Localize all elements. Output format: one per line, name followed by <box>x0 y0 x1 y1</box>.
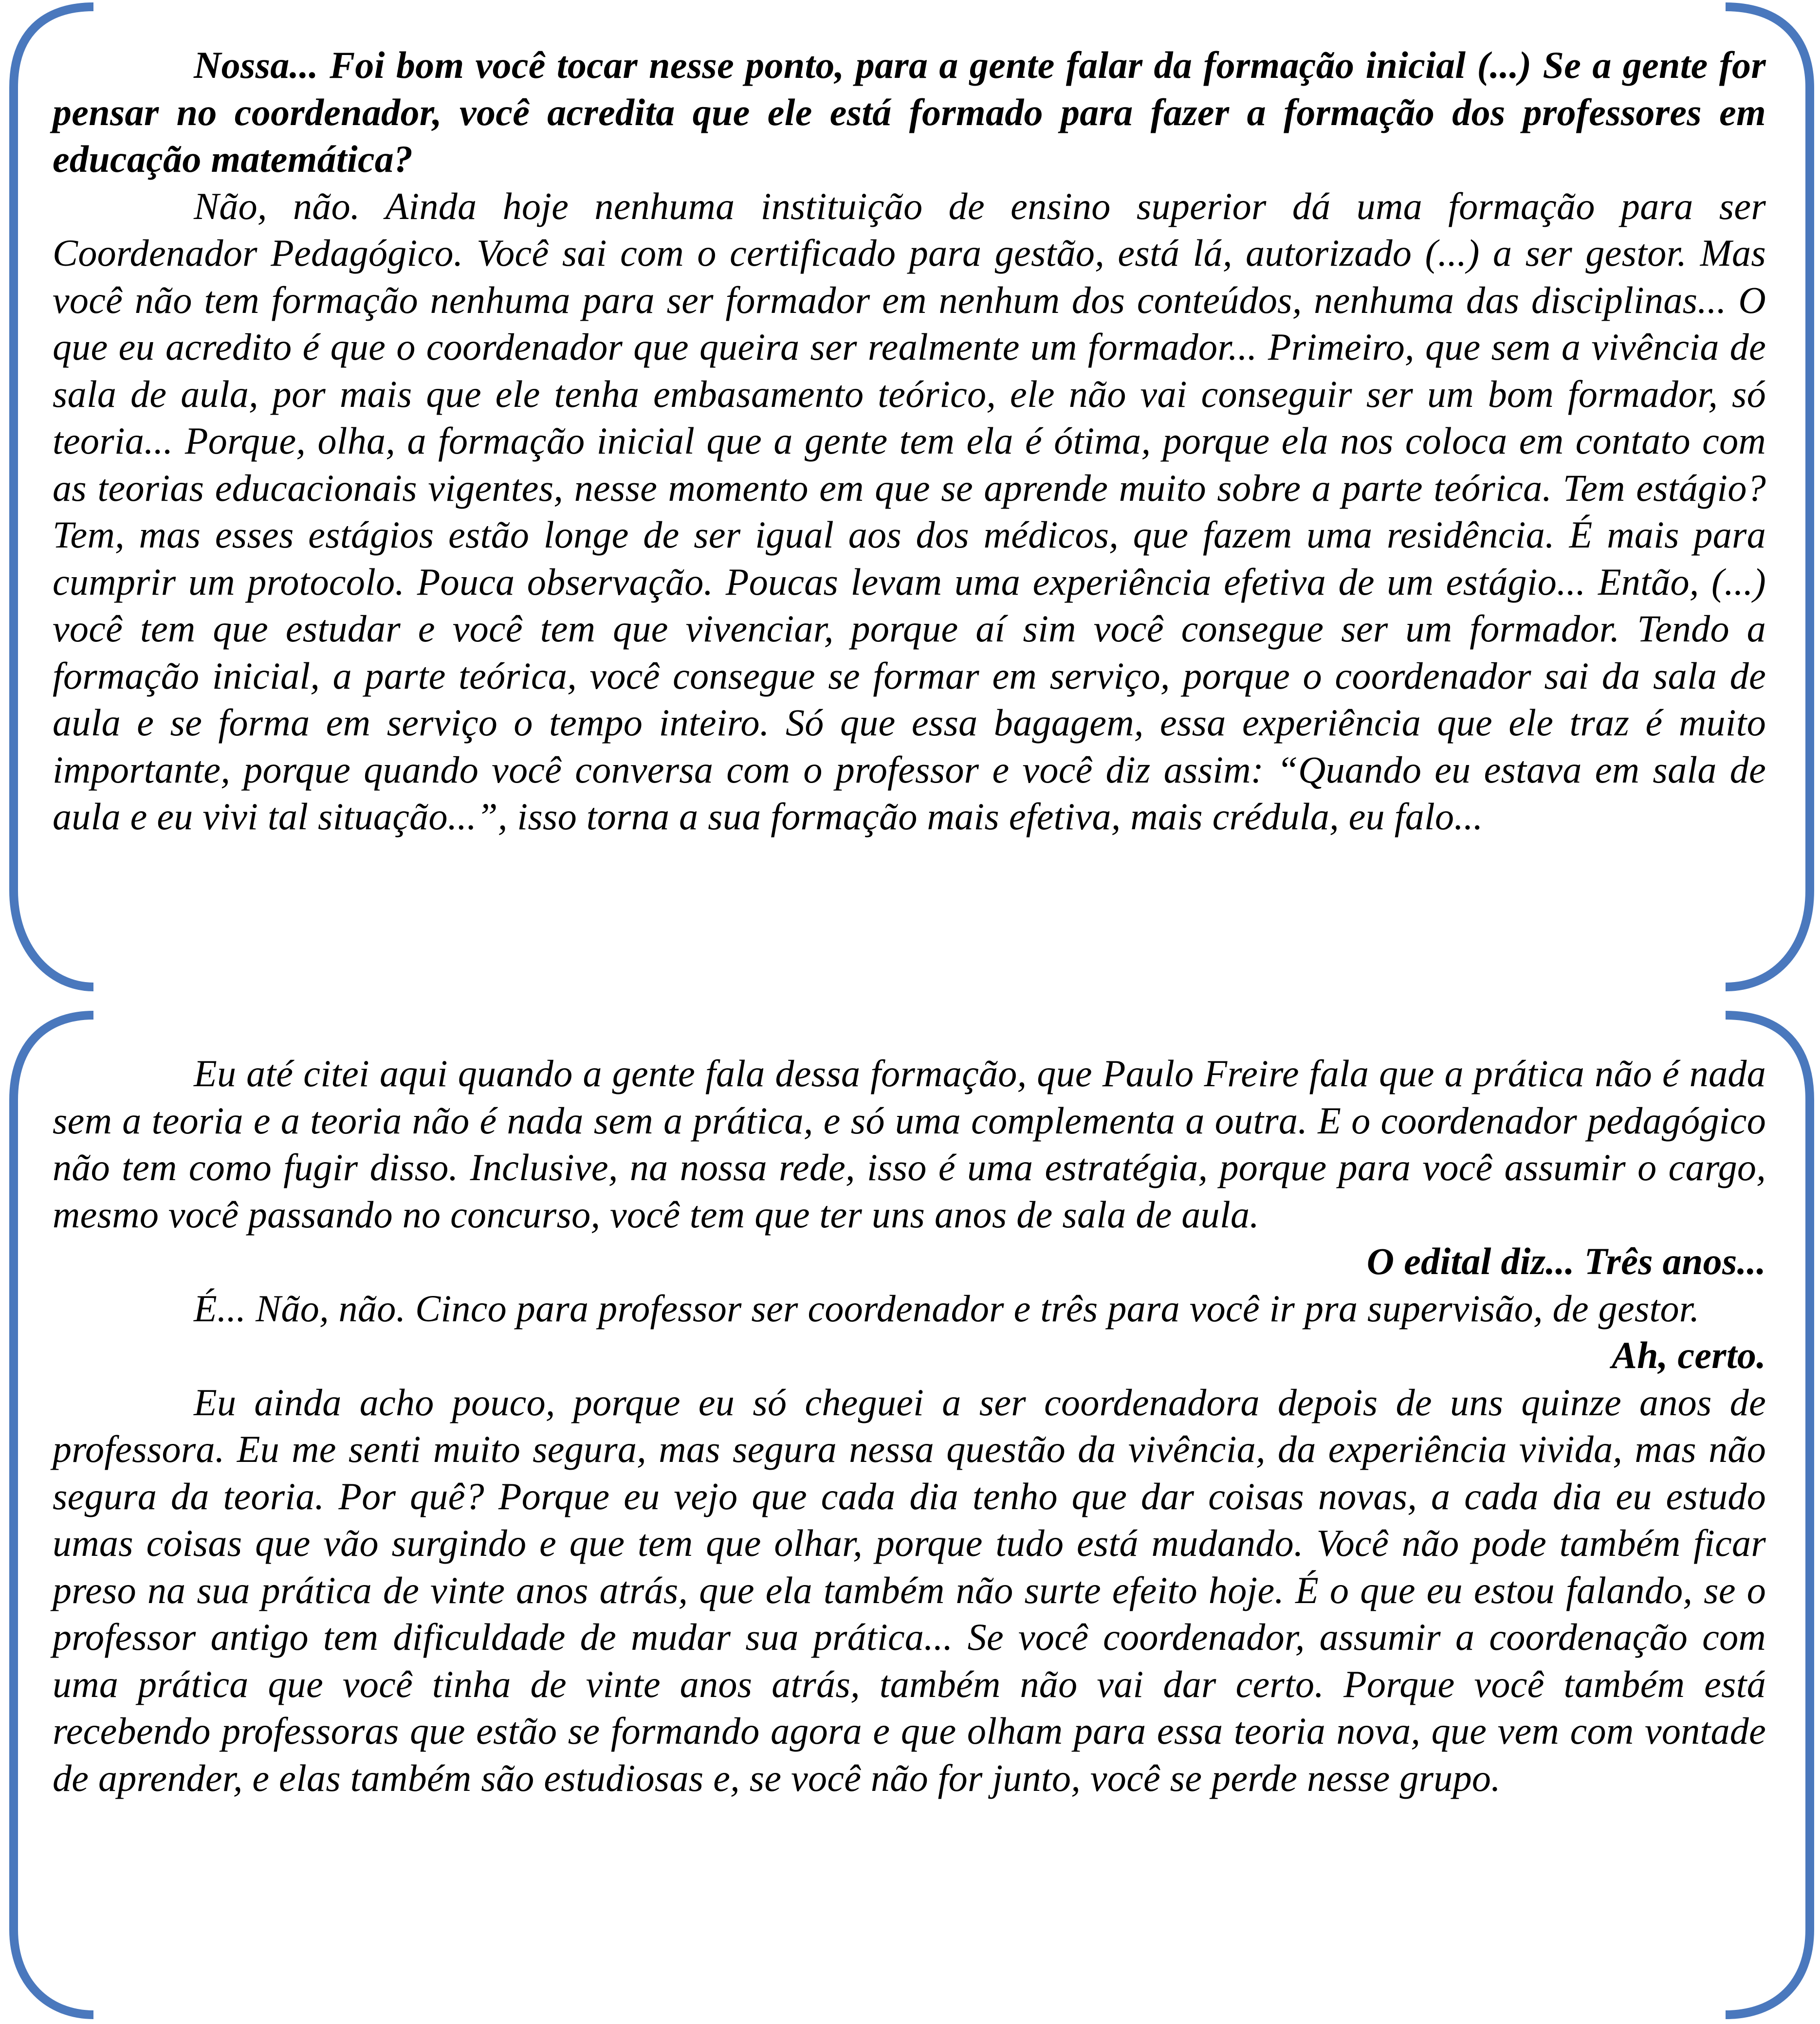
panel-interview-part1 <box>53 42 1766 840</box>
interviewer-question: Nossa... Foi bom você tocar nesse ponto, para a gente falar da formação inicial (...) Se a gente for pensar no coordenador, você acredita que ele está formado para fazer a formação dos professores em educação matemática? <box>53 44 1766 180</box>
interviewee-answer: Não, não. Ainda hoje nenhuma instituição de ensino superior dá uma formação para ser Coordenador Pedagógico. Você sai com o certificado para gestão, está lá, autorizado (...) a ser gestor. Mas você não tem formação nenhuma para ser formador em nenhum dos conteúdos, nenhuma das disciplinas... O que eu acredito é que o coordenador que queira ser realmente um formador... Primeiro, que sem a vivência de sala de aula, por mais que ele tenha embasamento teórico, ele não vai conseguir ser um bom formador, só teoria... Porque, olha, a formação inicial que a gente tem ela é ótima, porque ela nos coloca em contato com as teorias educacionais vigentes, nesse momento em que se aprende muito sobre a parte teórica. Tem estágio? Tem, mas esses estágios estão longe de ser igual aos dos médicos, que fazem uma residência. É mais para cumprir um protocolo. Pouca observação. Poucas levam uma experiência efetiva de um estágio... Então, (...) você tem que estudar e você tem que vivenciar, porque aí sim você consegue ser um formador. Tendo a formação inicial, a parte teórica, você consegue se formar em serviço, porque o coordenador sai da sala de aula e se forma em serviço o tempo inteiro. Só que essa bagagem, essa experiência que ele traz é muito importante, porque quando você conversa com o professor e você diz assim: “Quando eu estava em sala de aula e eu vivi tal situação...”, isso torna a sua formação mais efetiva, mais crédula, eu falo... <box>53 184 1766 838</box>
interviewee-answer-3: Eu ainda acho pouco, porque eu só cheguei a ser coordenadora depois de uns quinze anos de professora. Eu me senti muito segura, mas segura nessa questão da vivência, da experiência vivida, mas não segura da teoria. Por quê? Porque eu vejo que cada dia tenho que dar coisas novas, a cada dia eu estudo umas coisas que vão surgindo e que tem que olhar, porque tudo está mudando. Você não pode também ficar preso na sua prática de vinte anos atrás, que ela também não surte efeito hoje. É o que eu estou falando, se o professor antigo tem dificuldade de mudar sua prática... Se você coordenador, assumir a coordenação com uma prática que você tinha de vinte anos atrás, também não vai dar certo. Porque você também está recebendo professoras que estão se formando agora e que olham para essa teoria nova, que vem com vontade de aprender, e elas também são estudiosas e, se você não for junto, você se perde nesse grupo. <box>53 1381 1766 1799</box>
interviewer-remark-edital: O edital diz... Três anos... <box>1366 1240 1766 1282</box>
interviewee-answer-1: Eu até citei aqui quando a gente fala dessa formação, que Paulo Freire fala que a prática não é nada sem a teoria e a teoria não é nada sem a prática, e só uma complementa a outra. E o coordenador pedagógico não tem como fugir disso. Inclusive, na nossa rede, isso é uma estratégia, porque para você assumir o cargo, mesmo você passando no concurso, você tem que ter uns anos de sala de aula. <box>53 1052 1766 1236</box>
panel-interview-part2 <box>53 1050 1766 1802</box>
interviewee-answer-2: É... Não, não. Cinco para professor ser coordenador e três para você ir pra supervisão, de gestor. <box>194 1287 1700 1330</box>
interviewer-remark-certo: Ah, certo. <box>1611 1334 1766 1376</box>
